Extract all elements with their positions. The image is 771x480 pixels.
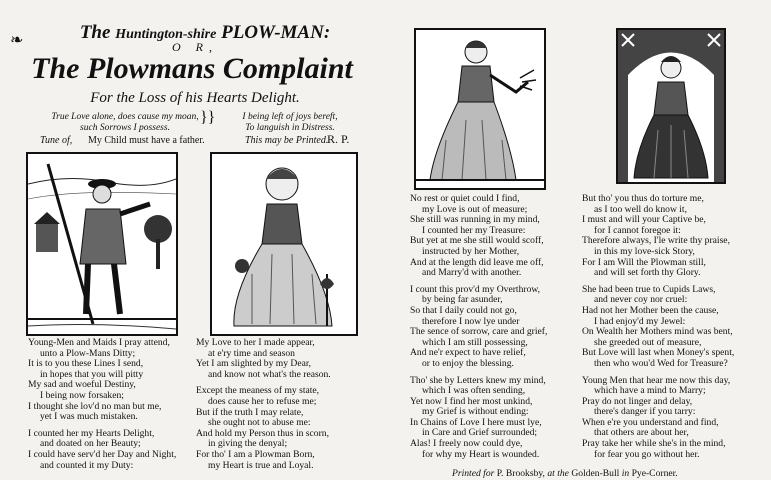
stanza: No rest or quiet could I find, my Love is out of measure; She still was running in my mind, I counted her my Treasure: But yet at me she still would scoff, instructed by her Mother, And at the length did leave me off, and Marry'd with another. <box>410 193 544 279</box>
tune-label: Tune of, <box>40 135 73 146</box>
stanza: Young Men that hear me now this day, which have a mind to Marry; Pray do not linger and delay, there's danger if you tarry: When e're you understand and find, that others are about her, Pray take her while she's in the mind, for fear you go without her. <box>582 374 731 460</box>
epigraph-left: True Love alone, does cause my moan, such Sorrows I possess. <box>51 112 199 133</box>
stanza: Except the meaness of my state, does cause her to refuse me; But if the truth I may relate, she ought not to abuse me: And hold my Person thus in scorn, in giving the denyal; For tho' I am a Plowman Born, my Heart is true and Loyal. <box>196 385 329 471</box>
stanza: But tho' you thus do torture me, as I too well do know it, I must and will your Captive be, for I cannot foregoe it: Therefore always, I'le write thy praise, in this my love-sick Story, For I am Will the Plowman still, and will set forth thy Glory. <box>582 193 730 279</box>
title-or: O R, <box>172 40 218 54</box>
stanza: I count this prov'd my Overthrow, by being far asunder, So that I daily could not go, therefore I now lye under The sence of sorrow, care and grief, which I am still possessing, And ne'r expect to have relief, or to enjoy the blessing. <box>410 283 548 369</box>
woodcut-lady-in-arch <box>616 28 726 184</box>
license-text: This may be Printed. <box>245 135 329 146</box>
license-initials: R. P. <box>327 132 350 146</box>
woodcut-plowman <box>26 152 178 336</box>
woodcut-lady-with-fan <box>210 152 358 336</box>
epigraph-bracket: }} <box>200 109 216 126</box>
subtitle: For the Loss of his Hearts Delight. <box>90 90 300 106</box>
woodcut-lady-with-flower <box>414 28 546 190</box>
verse-column-2 <box>196 338 366 477</box>
stanza: My Love to her I made appear, at e'ry time and season Yet I am slighted by my Dear, and know not what's the reason. <box>196 337 331 380</box>
epigraph-right: I being left of joys bereft, To languish in Distress. <box>242 112 338 133</box>
stanza: Tho' she by Letters knew my mind, which I was often sending, Yet now I find her most unkind, my Grief is without ending: In Chains of Love I here must lye, in Care and Grief surrounded; Alas! I freely now could dye, for why my Heart is wounded. <box>410 374 546 460</box>
stanza: She had been true to Cupids Laws, and never coy nor cruel: Had not her Mother been the cause, I had enjoy'd my Jewel: On Wealth her Mothers mind was bent, she greeded out of measure, But Love will last when Money's spent, then who wou'd Wed for Treasure? <box>582 283 735 369</box>
stanza: I counted her my Hearts Delight, and doated on her Beauty; I could have serv'd her Day and Night, and counted it my Duty: <box>28 427 177 471</box>
stanza: Young-Men and Maids I pray attend, unto a Plow-Mans Ditty; It is to you these Lines I send, in hopes that you will pitty My sad and woeful Destiny, I being now forsaken; I thought she lov'd no man but me, yet I was much mistaken. <box>28 337 170 423</box>
title-line-1: The Huntington-shire PLOW-MAN: <box>79 22 331 43</box>
printer-imprint: Printed for P. Brooksby, at the Golden-Bull in Pye-Corner. <box>452 468 678 479</box>
ornament-icon: ❧ <box>10 32 24 49</box>
tune-name: My Child must have a father. <box>88 135 205 146</box>
verse-column-3 <box>410 194 585 466</box>
main-title: The Plowmans Complaint <box>31 52 353 85</box>
verse-column-4 <box>582 194 767 466</box>
verse-column-1 <box>28 338 198 477</box>
